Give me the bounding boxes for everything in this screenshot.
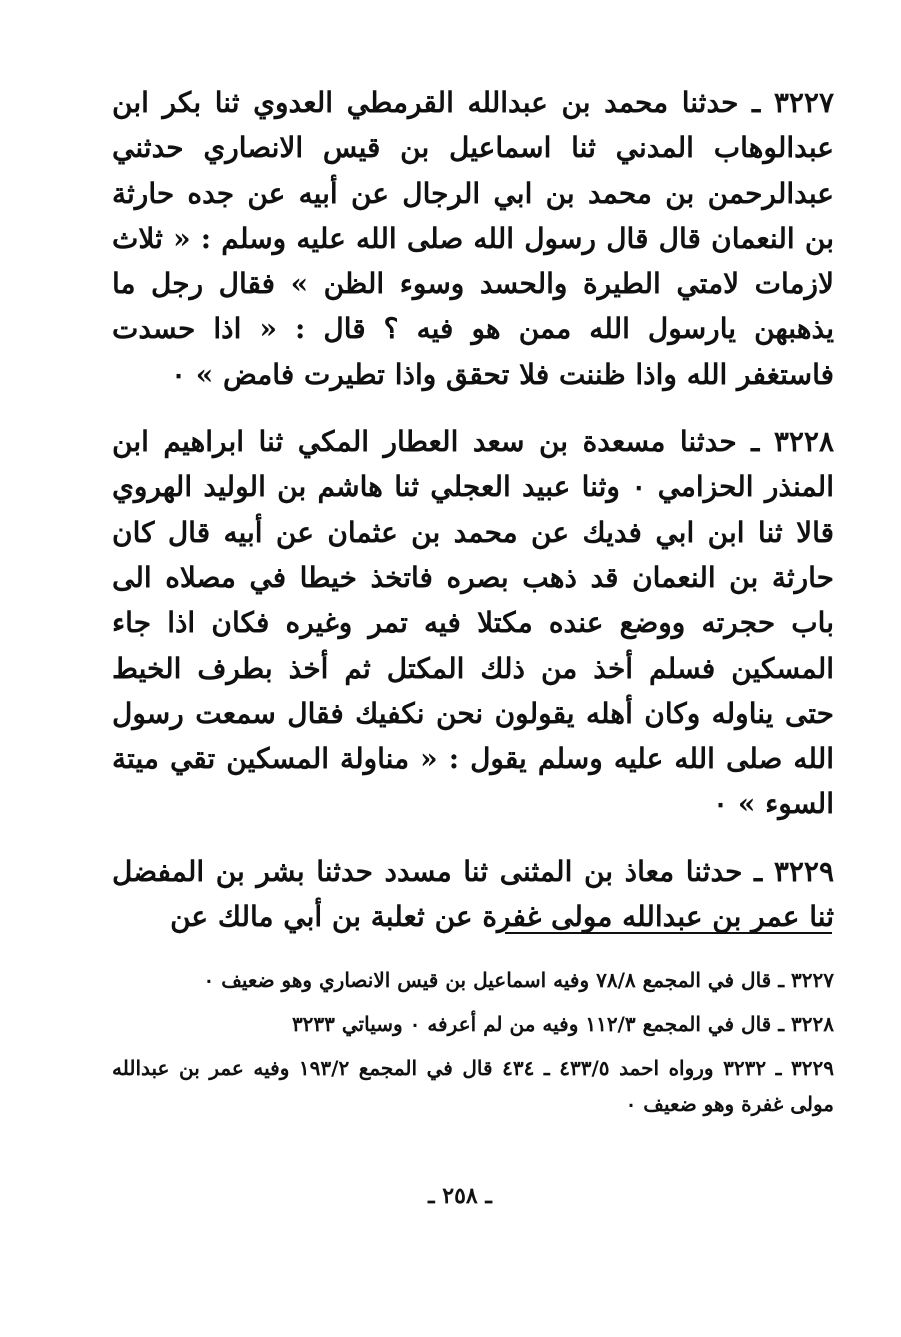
footnote-3228: ٣٢٢٨ ـ قال في المجمع ١١٢/٣ وفيه من لم أعرفه ٠ وسياتي ٣٢٣٣	[291, 1012, 834, 1036]
footnote-divider	[505, 932, 832, 934]
footnote-3227: ٣٢٢٧ ـ قال في المجمع ٧٨/٨ وفيه اسماعيل بن قيس الانصاري وهو ضعيف ٠	[203, 968, 834, 992]
hadith-3229-paragraph: ٣٢٢٩ ـ حدثنا معاذ بن المثنى ثنا مسدد حدثنا بشر بن المفضل ثنا عمر بن عبدالله مولى غفرة عن ثعلبة بن أبي مالك عن	[112, 854, 834, 934]
hadith-3227-paragraph: ٣٢٢٧ ـ حدثنا محمد بن عبدالله القرمطي العدوي ثنا بكر ابن عبدالوهاب المدني ثنا اسماعيل بن قيس الانصاري حدثني عبدالرحمن بن محمد بن ابي الرجال عن أبيه عن جده حارثة بن النعمان قال قال رسول الله صلى الله عليه وسلم : « ثلاث لازمات لامتي الطيرة والحسد وسوء الظن » فقال رجل ما يذهبهن يارسول الله ممن هو فيه ؟ قال : « اذا حسدت فاستغفر الله واذا ظننت فلا تحقق واذا تطيرت فامض » ٠	[112, 86, 834, 391]
hadith-3228-paragraph: ٣٢٢٨ ـ حدثنا مسعدة بن سعد العطار المكي ثنا ابراهيم ابن المنذر الحزامي ٠ وثنا عبيد العجلي ثنا هاشم بن الوليد الهروي قالا ثنا ابن ابي فديك عن محمد بن عثمان عن أبيه قال كان حارثة بن النعمان قد ذهب بصره فاتخذ خيطا في مصلاه الى باب حجرته ووضع عنده مكتلا فيه تمر وغيره فكان اذا جاء المسكين فسلم أخذ من ذلك المكتل ثم أخذ بطرف الخيط حتى يناوله وكان أهله يقولون نحن نكفيك فقال سمعت رسول الله صلى الله عليه وسلم يقول : « مناولة المسكين تقي ميتة السوء » ٠	[112, 425, 834, 821]
page-number: ـ ٢٥٨ ـ	[428, 1183, 492, 1209]
main-text	[112, 80, 834, 939]
footnote-3229: ٣٢٢٩ ـ ٣٢٣٢ ورواه احمد ٤٣٣/٥ ـ ٤٣٤ قال في المجمع ١٩٣/٢ وفيه عمر بن عبدالله مولى غفرة وهو ضعيف ٠	[112, 1056, 834, 1116]
footnotes	[112, 962, 834, 1130]
